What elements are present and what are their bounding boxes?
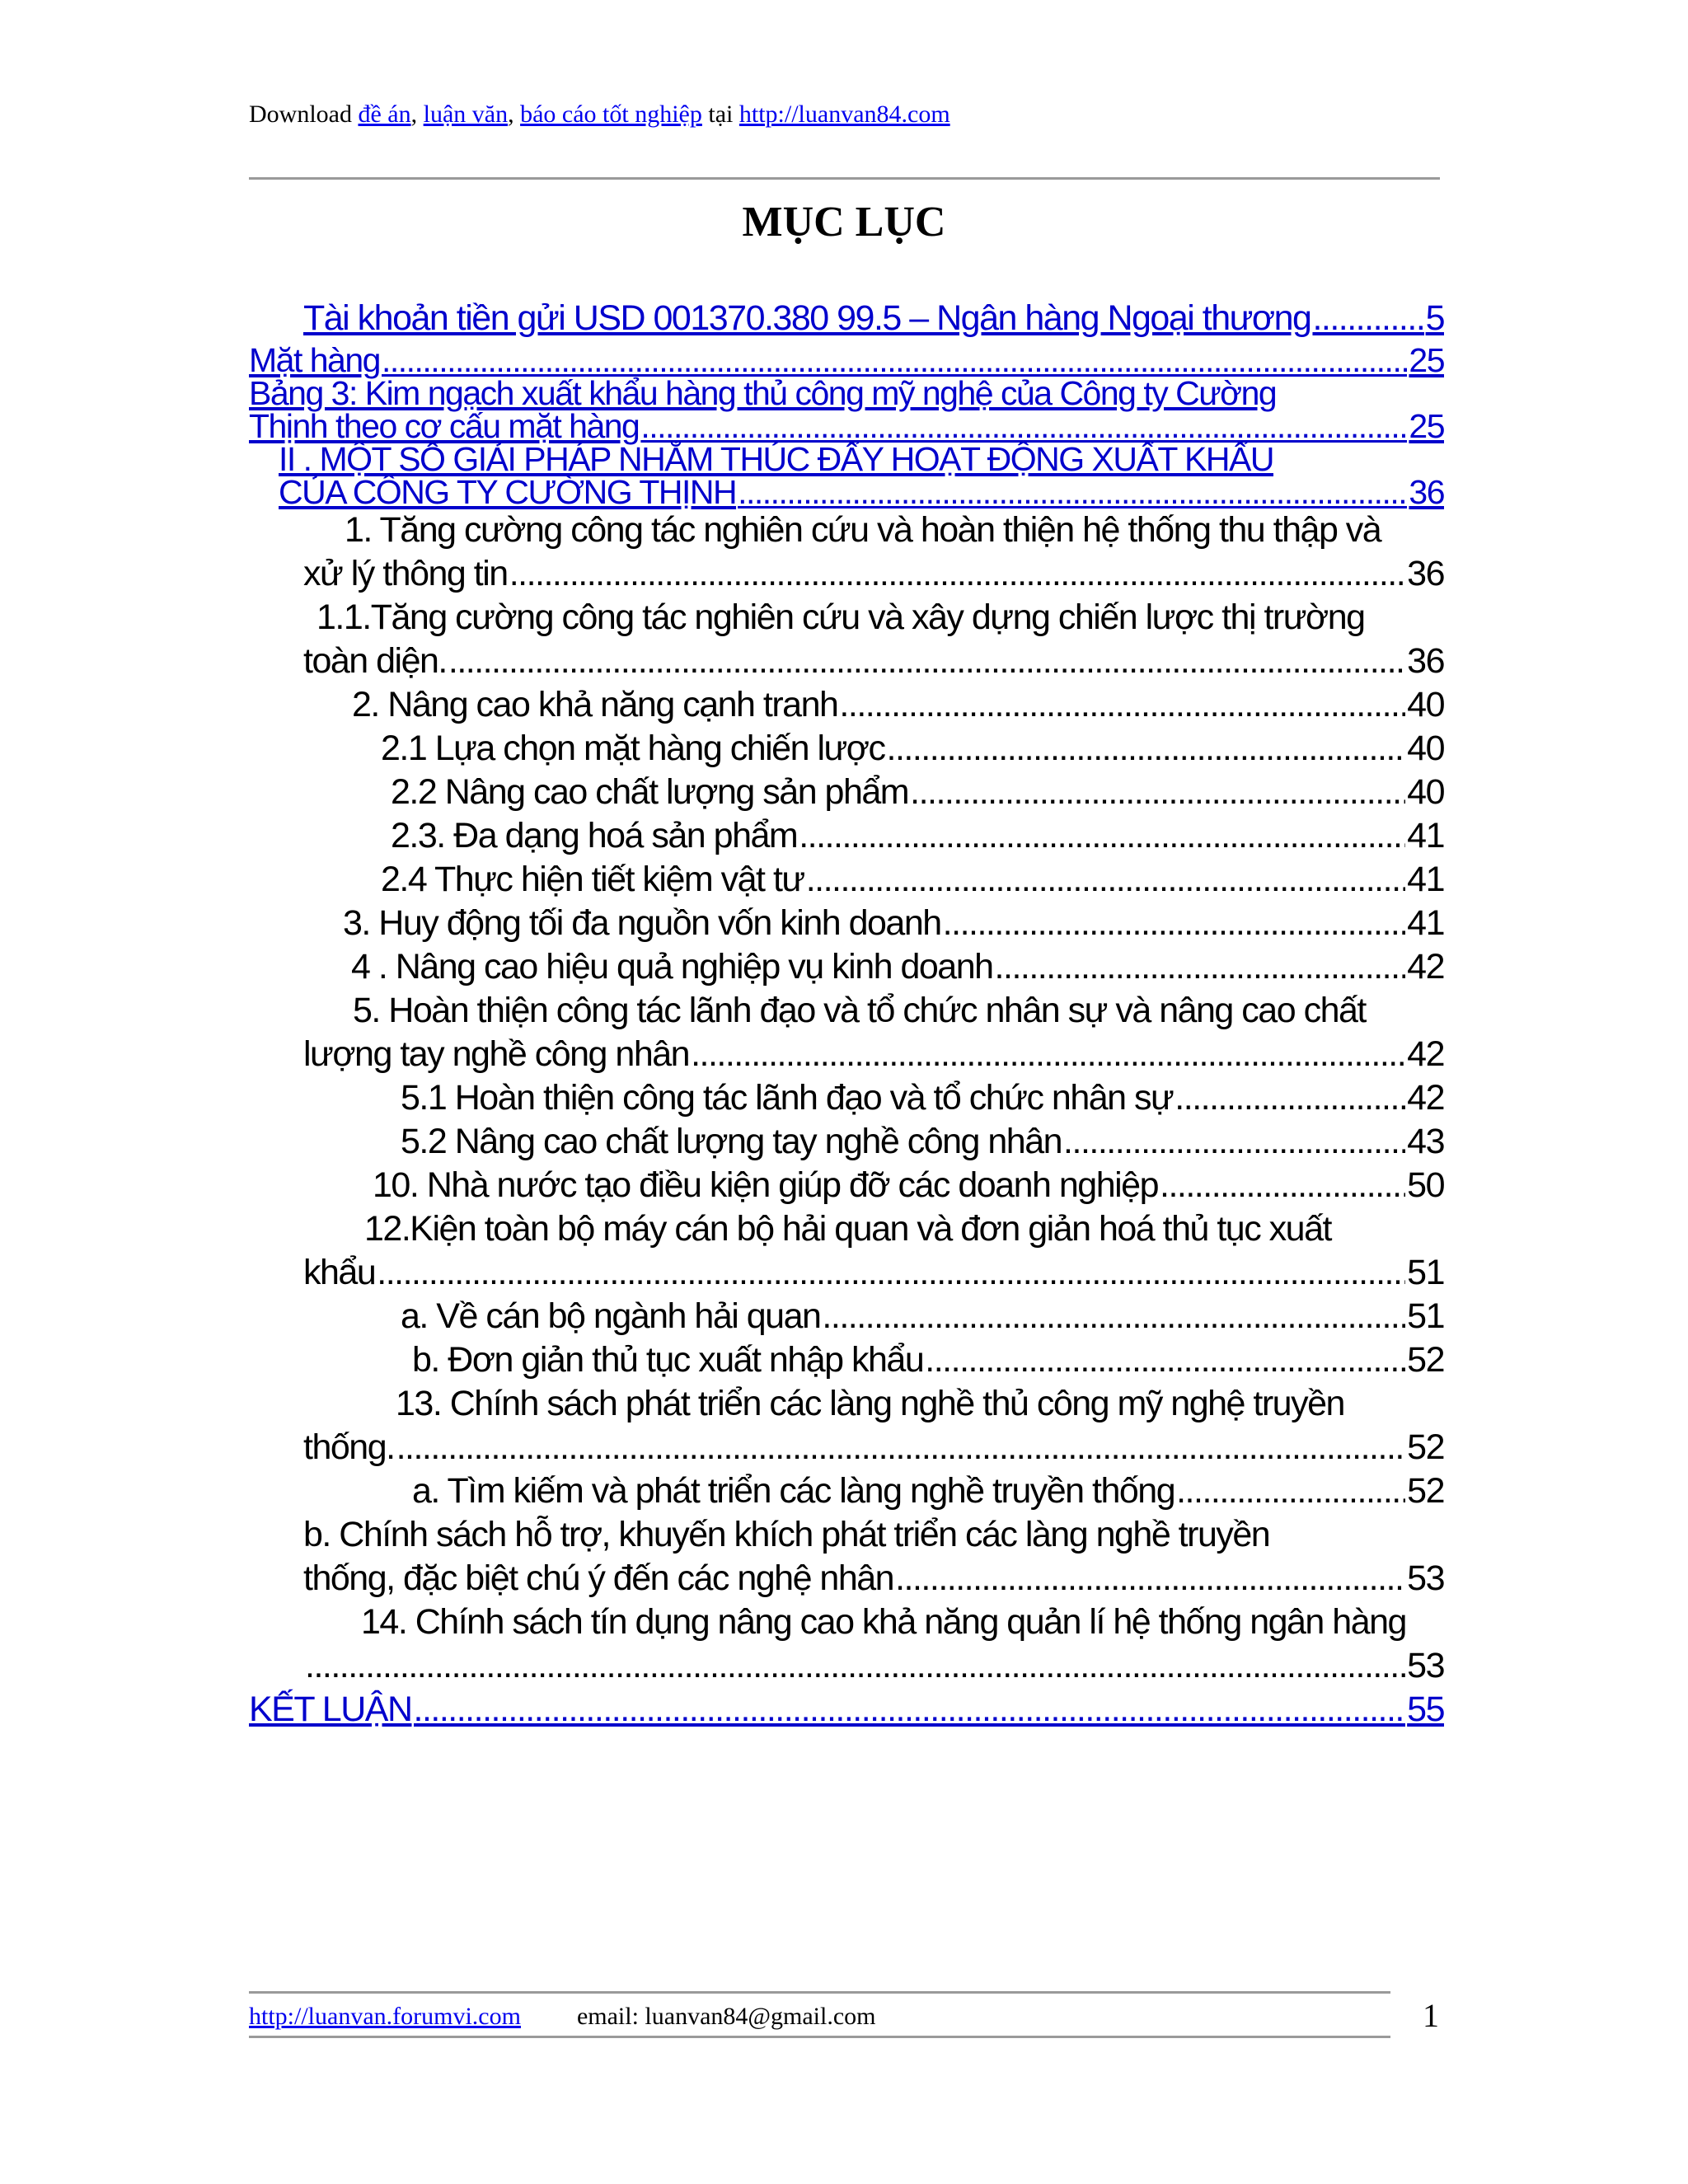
toc-leader xyxy=(895,1557,1405,1601)
toc-entry-text: CỦA CÔNG TY CƯỜNG THỊNH xyxy=(279,473,737,511)
toc-entry-text: Thịnh theo cơ cấu mặt hàng xyxy=(249,407,640,445)
toc-entry[interactable] xyxy=(249,1076,1444,1120)
toc-entry-text: 1.1.Tăng cường công tác nghiên cứu và xây dựng chiến lược thị trường xyxy=(316,598,1365,637)
toc-entry-text: 12.Kiện toàn bộ máy cán bộ hải quan và đơn giản hoá thủ tục xuất xyxy=(364,1209,1331,1249)
toc-page-number: 52 xyxy=(1407,1427,1444,1467)
toc-entry[interactable] xyxy=(249,1513,1444,1601)
footer-divider-bottom xyxy=(249,2036,1390,2038)
toc-entry-text: lượng tay nghề công nhân xyxy=(303,1034,690,1074)
toc-leader xyxy=(738,476,1407,509)
toc-leader xyxy=(806,858,1405,902)
toc-leader xyxy=(943,902,1405,945)
toc-leader xyxy=(377,1251,1405,1295)
toc-page-number: 41 xyxy=(1407,903,1444,943)
toc-page-number: 40 xyxy=(1407,772,1444,812)
header-prefix: Download xyxy=(249,101,359,128)
toc-leader xyxy=(925,1338,1405,1382)
toc-page-number: 42 xyxy=(1407,1034,1444,1074)
toc-leader xyxy=(799,814,1405,858)
header-link-de-an[interactable]: đề án xyxy=(358,101,411,128)
header-separator: , xyxy=(410,101,424,128)
toc-entry-text: 4 . Nâng cao hiệu quả nghiệp vụ kinh doanh xyxy=(351,947,993,987)
toc-leader xyxy=(509,552,1405,596)
toc-entry[interactable] xyxy=(249,814,1444,858)
toc-entry[interactable] xyxy=(249,727,1444,771)
toc-entry-text: 13. Chính sách phát triển các làng nghề thủ công mỹ nghệ truyền xyxy=(396,1384,1344,1423)
toc-entry-text: KẾT LUẬN xyxy=(249,1690,412,1729)
toc-leader xyxy=(839,683,1405,727)
toc-entry-text: 5.1 Hoàn thiện công tác lãnh đạo và tổ chức nhân sự xyxy=(401,1078,1174,1118)
toc-entry-text: thống, đặc biệt chú ý đến các nghệ nhân xyxy=(303,1558,894,1598)
toc-leader xyxy=(691,1033,1405,1076)
toc-entry-text: toàn diện. xyxy=(303,641,447,681)
table-of-contents xyxy=(249,297,1444,1732)
toc-entry[interactable] xyxy=(249,945,1444,989)
toc-entry-conclusion[interactable] xyxy=(249,1688,1444,1732)
header-mid-text: tại xyxy=(701,101,739,128)
toc-entry-text: khẩu xyxy=(303,1253,376,1292)
toc-leader xyxy=(910,771,1405,814)
toc-page-number: 36 xyxy=(1407,641,1444,681)
footer-forum-link[interactable]: http://luanvan.forumvi.com xyxy=(249,2003,521,2030)
toc-page-number: 42 xyxy=(1407,1078,1444,1118)
toc-entry-text: 2.1 Lựa chọn mặt hàng chiến lược xyxy=(381,729,885,768)
toc-page-number: 36 xyxy=(1407,554,1444,593)
toc-entry[interactable] xyxy=(249,683,1444,727)
toc-entry-text: 2.4 Thực hiện tiết kiệm vật tư xyxy=(381,860,804,899)
toc-leader xyxy=(640,410,1407,443)
toc-leader xyxy=(305,1644,1405,1688)
toc-leader xyxy=(1176,1469,1405,1513)
toc-entry[interactable] xyxy=(249,1295,1444,1338)
toc-entry[interactable] xyxy=(249,374,1444,445)
page-number: 1 xyxy=(1423,1997,1439,2034)
toc-page-number: 52 xyxy=(1407,1340,1444,1380)
toc-leader xyxy=(1063,1120,1405,1164)
toc-entry[interactable] xyxy=(249,1382,1444,1469)
toc-entry-text: b. Đơn giản thủ tục xuất nhập khẩu xyxy=(412,1340,924,1380)
toc-page-number: 53 xyxy=(1407,1646,1444,1685)
toc-page-number: 40 xyxy=(1407,685,1444,724)
toc-page-number: 51 xyxy=(1407,1296,1444,1336)
page-header xyxy=(249,101,950,129)
toc-page-number: 41 xyxy=(1407,860,1444,899)
toc-entry-text: a. Tìm kiếm và phát triển các làng nghề truyền thống xyxy=(412,1471,1175,1511)
toc-entry[interactable] xyxy=(249,440,1444,511)
toc-leader xyxy=(396,1426,1406,1469)
footer-divider-top xyxy=(249,1991,1390,1994)
toc-page-number: 55 xyxy=(1407,1690,1444,1729)
toc-entry-text: 5.2 Nâng cao chất lượng tay nghề công nhân xyxy=(401,1122,1062,1161)
toc-entry-text: 14. Chính sách tín dụng nâng cao khả năng quản lí hệ thống ngân hàng xyxy=(361,1602,1406,1642)
toc-entry-text: xử lý thông tin xyxy=(303,554,508,593)
toc-page-number: 51 xyxy=(1407,1253,1444,1292)
toc-leader xyxy=(1160,1164,1405,1207)
toc-entry[interactable] xyxy=(249,902,1444,945)
toc-leader xyxy=(414,1688,1406,1732)
page-footer xyxy=(249,2003,876,2031)
toc-entry[interactable] xyxy=(249,771,1444,814)
toc-leader xyxy=(1312,297,1423,340)
toc-leader xyxy=(382,344,1407,377)
toc-entry[interactable] xyxy=(249,297,1444,340)
header-divider xyxy=(249,177,1440,180)
toc-entry[interactable] xyxy=(249,989,1444,1076)
toc-leader xyxy=(448,640,1405,683)
toc-leader xyxy=(1175,1076,1405,1120)
toc-entry-text: 2.3. Đa dạng hoá sản phẩm xyxy=(391,816,798,855)
toc-page-number: 42 xyxy=(1407,947,1444,987)
toc-entry[interactable] xyxy=(249,596,1444,683)
toc-entry[interactable] xyxy=(249,1601,1444,1688)
toc-entry-text: II . MỘT SỐ GIẢI PHÁP NHẰM THÚC ĐẨY HOẠT ĐỘNG XUẤT KHẨU xyxy=(279,440,1273,478)
header-separator: , xyxy=(508,101,521,128)
header-link-bao-cao[interactable]: báo cáo tốt nghiệp xyxy=(520,101,702,128)
toc-entry-text: thống. xyxy=(303,1427,395,1467)
toc-entry-text: 3. Huy động tối đa nguồn vốn kinh doanh xyxy=(343,903,941,943)
toc-page-number: 41 xyxy=(1407,816,1444,855)
toc-leader xyxy=(887,727,1406,771)
toc-entry-text: b. Chính sách hỗ trợ, khuyến khích phát triển các làng nghề truyền xyxy=(303,1515,1270,1554)
toc-entry-text: a. Về cán bộ ngành hải quan xyxy=(401,1296,821,1336)
toc-entry[interactable] xyxy=(249,341,1444,379)
toc-entry-text: Tài khoản tiền gửi USD 001370.380 99.5 – Ngân hàng Ngoại thương xyxy=(303,298,1311,338)
toc-entry-text: 1. Tăng cường công tác nghiên cứu và hoàn thiện hệ thống thu thập và xyxy=(345,510,1381,550)
toc-page-number: 36 xyxy=(1409,473,1444,511)
toc-page-number: 50 xyxy=(1407,1165,1444,1205)
toc-page-number: 25 xyxy=(1409,407,1444,445)
toc-entry-text: Mặt hàng xyxy=(249,341,380,379)
toc-page-number: 43 xyxy=(1407,1122,1444,1161)
footer-email: email: luanvan84@gmail.com xyxy=(576,2003,876,2030)
toc-leader xyxy=(822,1295,1405,1338)
toc-entry[interactable] xyxy=(249,1120,1444,1164)
toc-entry-text: 5. Hoàn thiện công tác lãnh đạo và tổ chức nhân sự và nâng cao chất xyxy=(353,991,1366,1030)
page-title: MỤC LỤC xyxy=(742,199,946,246)
toc-page-number: 5 xyxy=(1425,298,1444,338)
toc-entry[interactable] xyxy=(249,1469,1444,1513)
toc-page-number: 52 xyxy=(1407,1471,1444,1511)
toc-entry[interactable] xyxy=(249,858,1444,902)
toc-entry-text: Bảng 3: Kim ngạch xuất khẩu hàng thủ công mỹ nghệ của Công ty Cường xyxy=(249,374,1277,412)
toc-entry-text: 10. Nhà nước tạo điều kiện giúp đỡ các doanh nghiệp xyxy=(373,1165,1159,1205)
toc-entry-text: 2. Nâng cao khả năng cạnh tranh xyxy=(352,685,838,724)
toc-leader xyxy=(995,945,1406,989)
header-link-luan-van[interactable]: luận văn xyxy=(423,101,509,128)
toc-page-number: 53 xyxy=(1407,1558,1444,1598)
toc-entry[interactable] xyxy=(249,1338,1444,1382)
toc-entry[interactable] xyxy=(249,1164,1444,1207)
toc-page-number: 40 xyxy=(1407,729,1444,768)
toc-entry[interactable] xyxy=(249,1207,1444,1295)
header-link-site[interactable]: http://luanvan84.com xyxy=(738,101,950,128)
toc-entry[interactable] xyxy=(249,509,1444,596)
toc-page-number: 25 xyxy=(1409,341,1444,379)
toc-entry-text: 2.2 Nâng cao chất lượng sản phẩm xyxy=(391,772,909,812)
